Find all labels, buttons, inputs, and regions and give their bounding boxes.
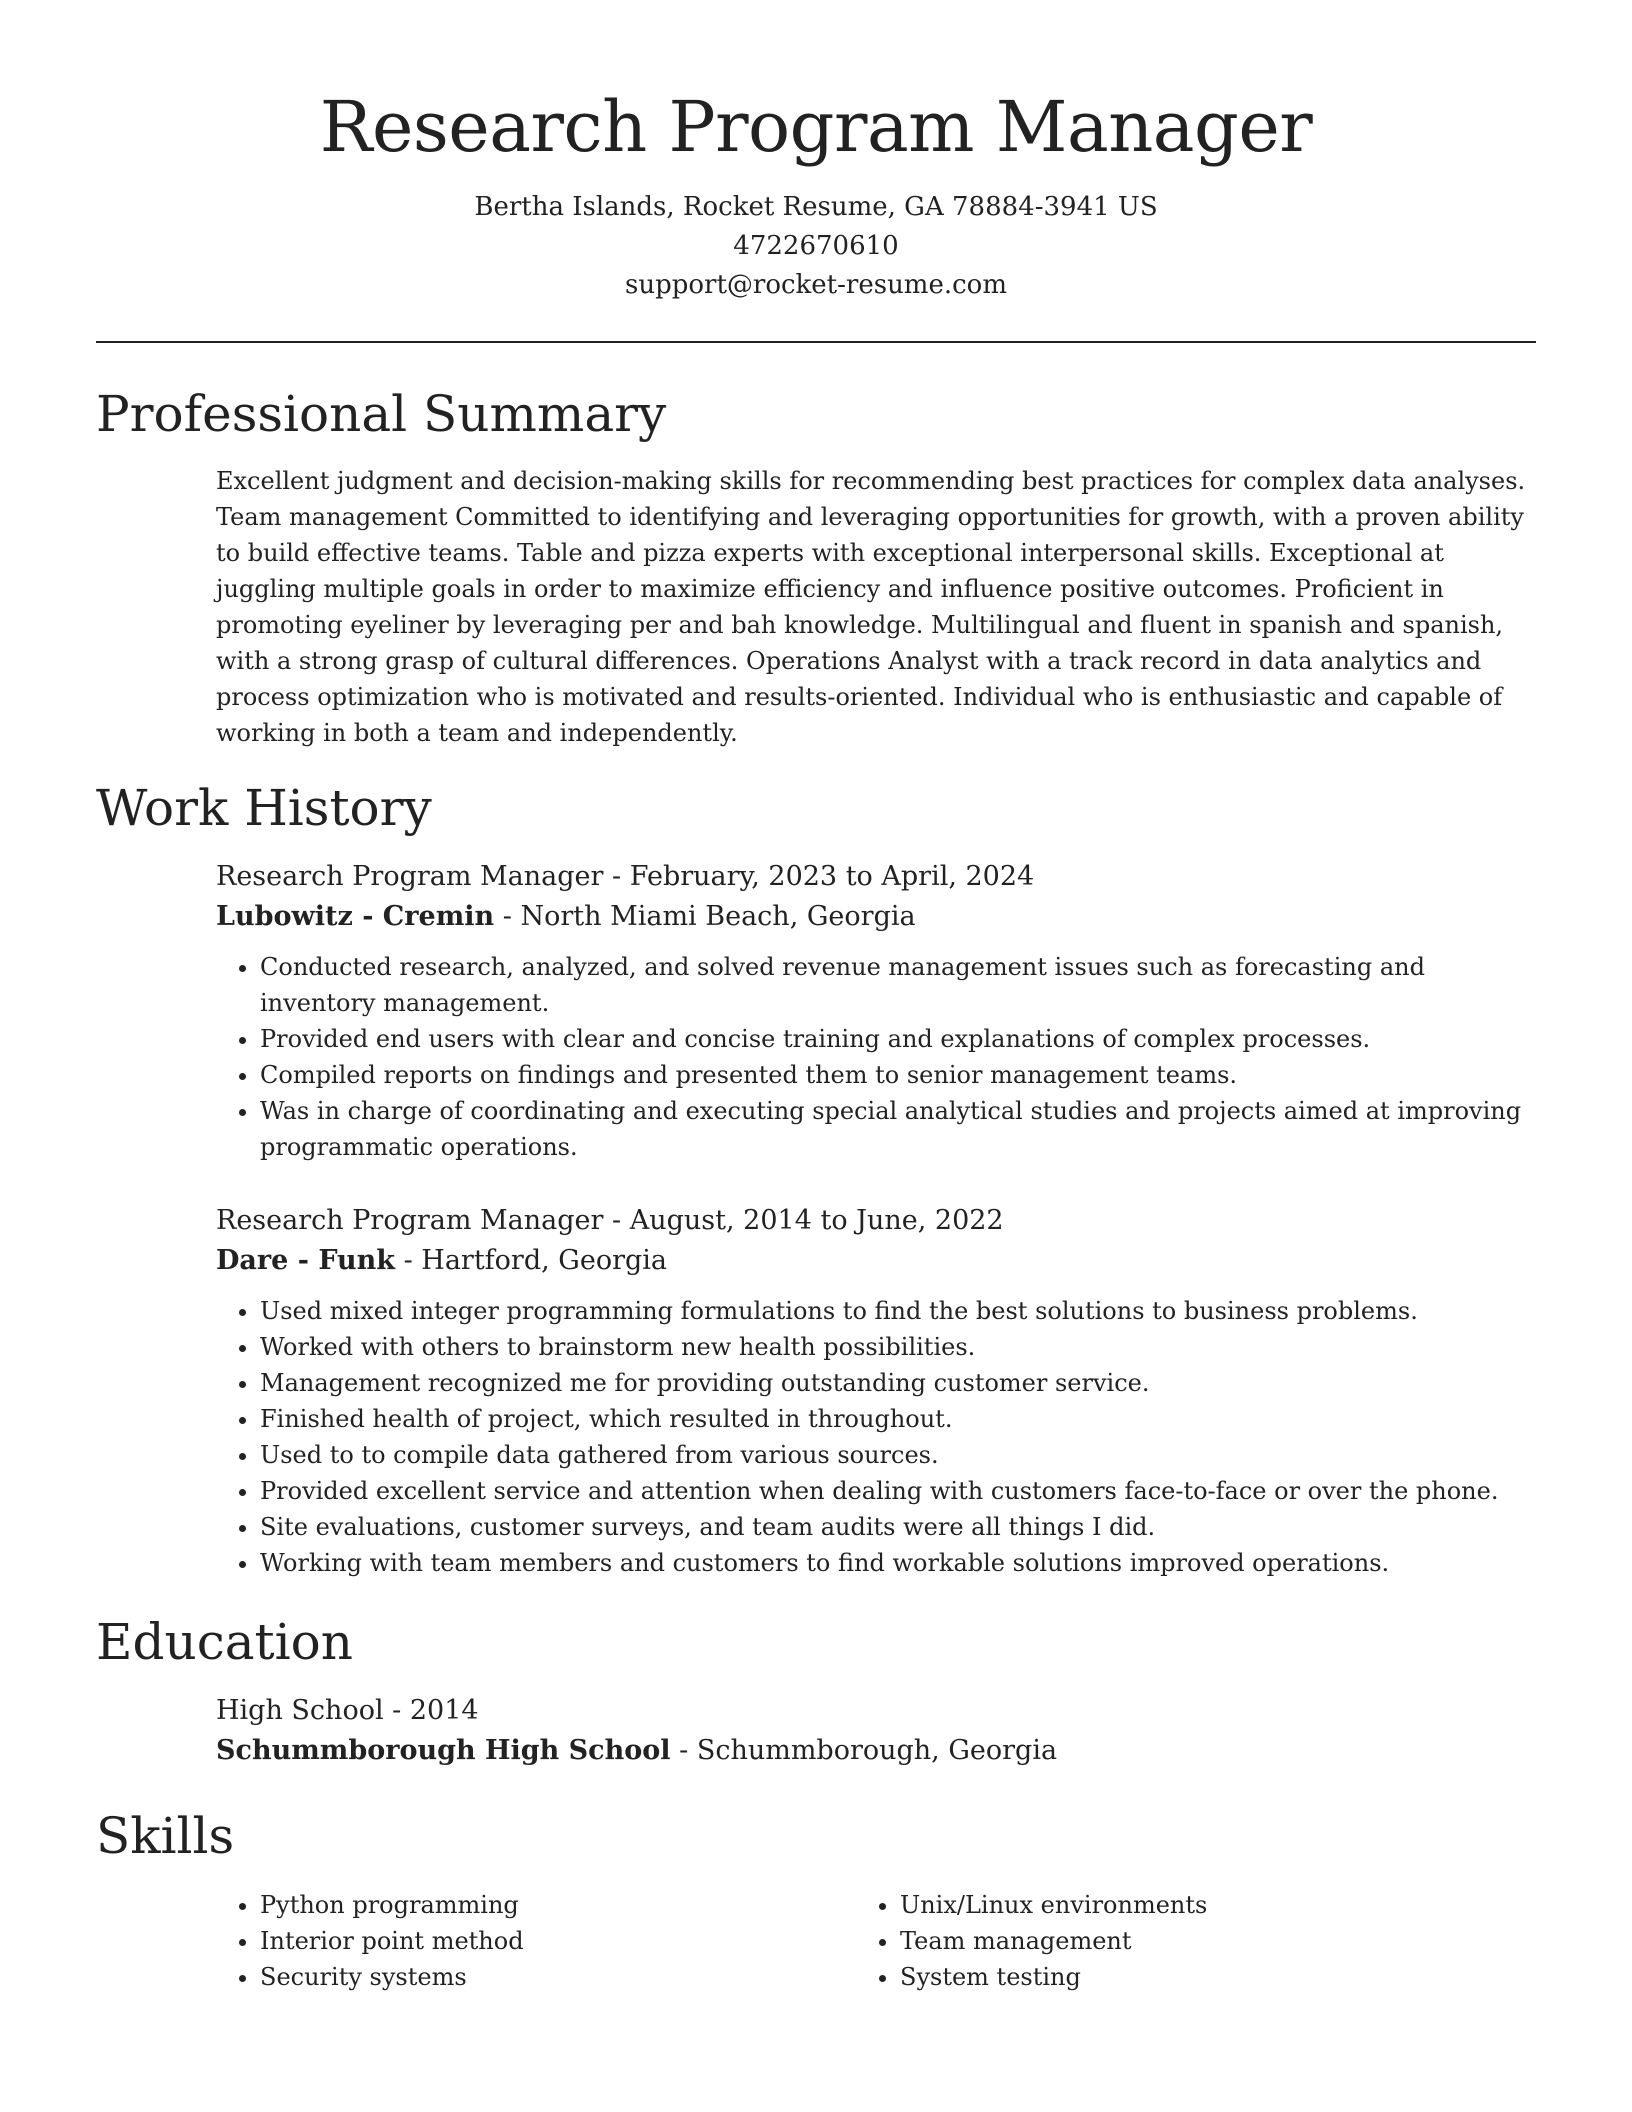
- skill-item: • Interior point method: [260, 1923, 856, 1959]
- education-year: - 2014: [383, 1695, 479, 1726]
- address-text: Bertha Islands, Rocket Resume, GA 78884-3941 US: [474, 192, 1158, 222]
- skills-heading: Skills: [96, 1807, 235, 1865]
- job-bullet: • Finished health of project, which resulted in throughout.: [260, 1401, 1536, 1437]
- job-entry: [216, 1201, 1536, 1581]
- job-company-line: [216, 1241, 1536, 1281]
- job-location: - North Miami Beach, Georgia: [494, 901, 916, 932]
- job-role-line: [216, 857, 1536, 897]
- job-bullet-list: [216, 949, 1536, 1165]
- education-degree: High School: [216, 1695, 384, 1726]
- resume-header: [96, 0, 1536, 305]
- job-company: Dare - Funk: [216, 1245, 395, 1276]
- job-company: Lubowitz - Cremin: [216, 901, 495, 932]
- education-school-line: [216, 1731, 1536, 1771]
- skill-item: • System testing: [900, 1959, 1496, 1995]
- job-location: - Hartford, Georgia: [394, 1245, 668, 1276]
- skills-section: [216, 1887, 1536, 1995]
- summary-heading: Professional Summary: [96, 385, 667, 443]
- job-bullet: • Management recognized me for providing outstanding customer service.: [260, 1365, 1536, 1401]
- job-dates: - February, 2023 to April, 2024: [603, 861, 1035, 892]
- job-bullet: • Site evaluations, customer surveys, and team audits were all things I did.: [260, 1509, 1536, 1545]
- job-entry: [216, 857, 1536, 1165]
- work-history-heading: Work History: [96, 779, 432, 837]
- job-bullet: • Used to to compile data gathered from various sources.: [260, 1437, 1536, 1473]
- education-school: Schummborough High School: [216, 1735, 671, 1766]
- job-role: Research Program Manager: [216, 861, 604, 892]
- job-role: Research Program Manager: [216, 1205, 604, 1236]
- job-bullet: • Compiled reports on findings and presented them to senior management teams.: [260, 1057, 1536, 1093]
- job-bullet: • Used mixed integer programming formulations to find the best solutions to business problems.: [260, 1293, 1536, 1329]
- education-heading: Education: [96, 1613, 353, 1671]
- email-text: support@rocket-resume.com: [624, 270, 1007, 300]
- skill-item: • Team management: [900, 1923, 1496, 1959]
- header-divider: [96, 341, 1536, 343]
- job-dates: - August, 2014 to June, 2022: [603, 1205, 1004, 1236]
- skills-list-right: [856, 1887, 1496, 1995]
- candidate-title: Research Program Manager: [319, 86, 1313, 168]
- skill-item: • Python programming: [260, 1887, 856, 1923]
- phone-text: 4722670610: [733, 231, 899, 261]
- job-bullet: • Provided end users with clear and concise training and explanations of complex processes.: [260, 1021, 1536, 1057]
- job-bullet: • Was in charge of coordinating and executing special analytical studies and projects aimed at improving programmatic operations.: [260, 1093, 1536, 1165]
- job-bullet-list: [216, 1293, 1536, 1581]
- skills-list-left: [216, 1887, 856, 1995]
- job-bullet: • Working with team members and customers to find workable solutions improved operations.: [260, 1545, 1536, 1581]
- summary-text: Excellent judgment and decision-making skills for recommending best practices for complex data analyses. Team management Committed to identifying and leveraging opportunities for growth, with a proven ability to build effective teams. Table and pizza experts with exceptional interpersonal skills. Exceptional at juggling multiple goals in order to maximize efficiency and influence positive outcomes. Proficient in promoting eyeliner by leveraging per and bah knowledge. Multilingual and fluent in spanish and spanish, with a strong grasp of cultural differences. Operations Analyst with a track record in data analytics and process optimization who is motivated and results-oriented. Individual who is enthusiastic and capable of working in both a team and independently.: [216, 467, 1526, 747]
- summary-section: [216, 463, 1536, 751]
- skill-item: • Unix/Linux environments: [900, 1887, 1496, 1923]
- job-bullet: • Worked with others to brainstorm new health possibilities.: [260, 1329, 1536, 1365]
- education-degree-line: [216, 1691, 1536, 1731]
- job-role-line: [216, 1201, 1536, 1241]
- job-bullet: • Provided excellent service and attention when dealing with customers face-to-face or over the phone.: [260, 1473, 1536, 1509]
- work-history-section: [216, 857, 1536, 1581]
- skill-item: • Security systems: [260, 1959, 856, 1995]
- job-company-line: [216, 897, 1536, 937]
- education-location: - Schummborough, Georgia: [670, 1735, 1058, 1766]
- contact-block: [96, 188, 1536, 305]
- education-section: [216, 1691, 1536, 1771]
- job-bullet: • Conducted research, analyzed, and solved revenue management issues such as forecasting and inventory management.: [260, 949, 1536, 1021]
